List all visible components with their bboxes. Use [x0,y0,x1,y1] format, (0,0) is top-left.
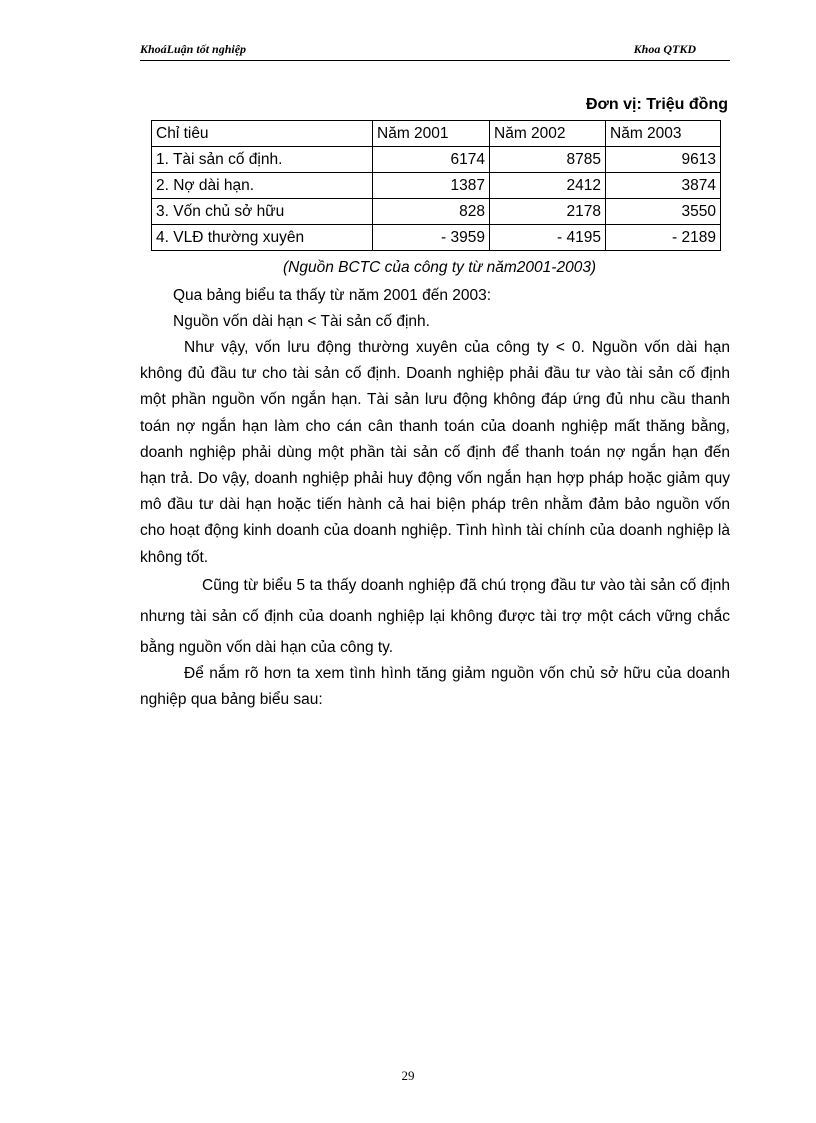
table-header-cell: Chỉ tiêu [152,121,373,147]
table-header-cell: Năm 2003 [606,121,721,147]
table-cell: - 3959 [373,225,490,251]
table-row [152,199,721,225]
header-faculty-label: Khoa QTKD [633,42,696,56]
financial-table [151,120,721,251]
table-cell: 3. Vốn chủ sở hữu [152,199,373,225]
table-cell: 4. VLĐ thường xuyên [152,225,373,251]
table-header-cell: Năm 2001 [373,121,490,147]
paragraph [140,570,730,663]
table-row [152,225,721,251]
intro-line: Qua bảng biểu ta thấy từ năm 2001 đến 2003: [173,287,492,304]
table-cell: 8785 [490,147,606,173]
page-header [140,40,730,61]
paragraph-text: Để nắm rõ hơn ta xem tình hình tăng giảm nguồn vốn chủ sở hữu của doanh nghiệp qua bảng biểu sau: [140,665,730,709]
intro-line: Nguồn vốn dài hạn < Tài sản cố định. [173,313,430,330]
page-number: 29 [401,1068,415,1083]
table-cell: 2412 [490,173,606,199]
table-cell: 828 [373,199,490,225]
table-header-row [152,121,721,147]
paragraph [140,335,730,571]
table-cell: 2178 [490,199,606,225]
table-cell: - 4195 [490,225,606,251]
table-cell: 3550 [606,199,721,225]
table-row [152,173,721,199]
table-cell: 9613 [606,147,721,173]
table-cell: 1387 [373,173,490,199]
table-cell: 3874 [606,173,721,199]
unit-label: Đơn vị: Triệu đồng [585,96,728,113]
table-source-note: (Nguồn BCTC của công ty từ năm2001-2003) [283,259,597,276]
table-cell: - 2189 [606,225,721,251]
table-row [152,147,721,173]
paragraph-text: Cũng từ biểu 5 ta thấy doanh nghiệp đã chú trọng đầu tư vào tài sản cố định nhưng tài sản cố định của doanh nghiệp lại không được tài trợ một cách vững chắc bằng nguồn vốn dài hạn của công ty. [140,577,730,656]
paragraph-text: Như vậy, vốn lưu động thường xuyên của công ty < 0. Nguồn vốn dài hạn không đủ đầu tư cho tài sản cố định. Doanh nghiệp phải đầu tư vào tài sản cố định một phần nguồn vốn ngắn hạn. Tài sản lưu động không đáp ứng đủ nhu cầu thanh toán nợ ngắn hạn làm cho cán cân thanh toán của doanh nghiệp mất thăng bằng, doanh nghiệp phải dùng một phần tài sản cố định để thanh toán nợ ngắn hạn đến hạn trả. Do vậy, doanh nghiệp phải huy động vốn ngắn hạn hợp pháp hoặc giảm quy mô đầu tư dài hạn hoặc tiến hành cả hai biện pháp trên nhằm đảm bảo nguồn vốn cho hoạt động kinh doanh của doanh nghiệp. Tình hình tài chính của doanh nghiệp là không tốt. [140,339,730,566]
header-thesis-label: KhoáLuận tốt nghiệp [140,42,247,56]
paragraph [140,661,730,713]
table-header-cell: Năm 2002 [490,121,606,147]
table-cell: 2. Nợ dài hạn. [152,173,373,199]
table-cell: 1. Tài sản cố định. [152,147,373,173]
table-cell: 6174 [373,147,490,173]
